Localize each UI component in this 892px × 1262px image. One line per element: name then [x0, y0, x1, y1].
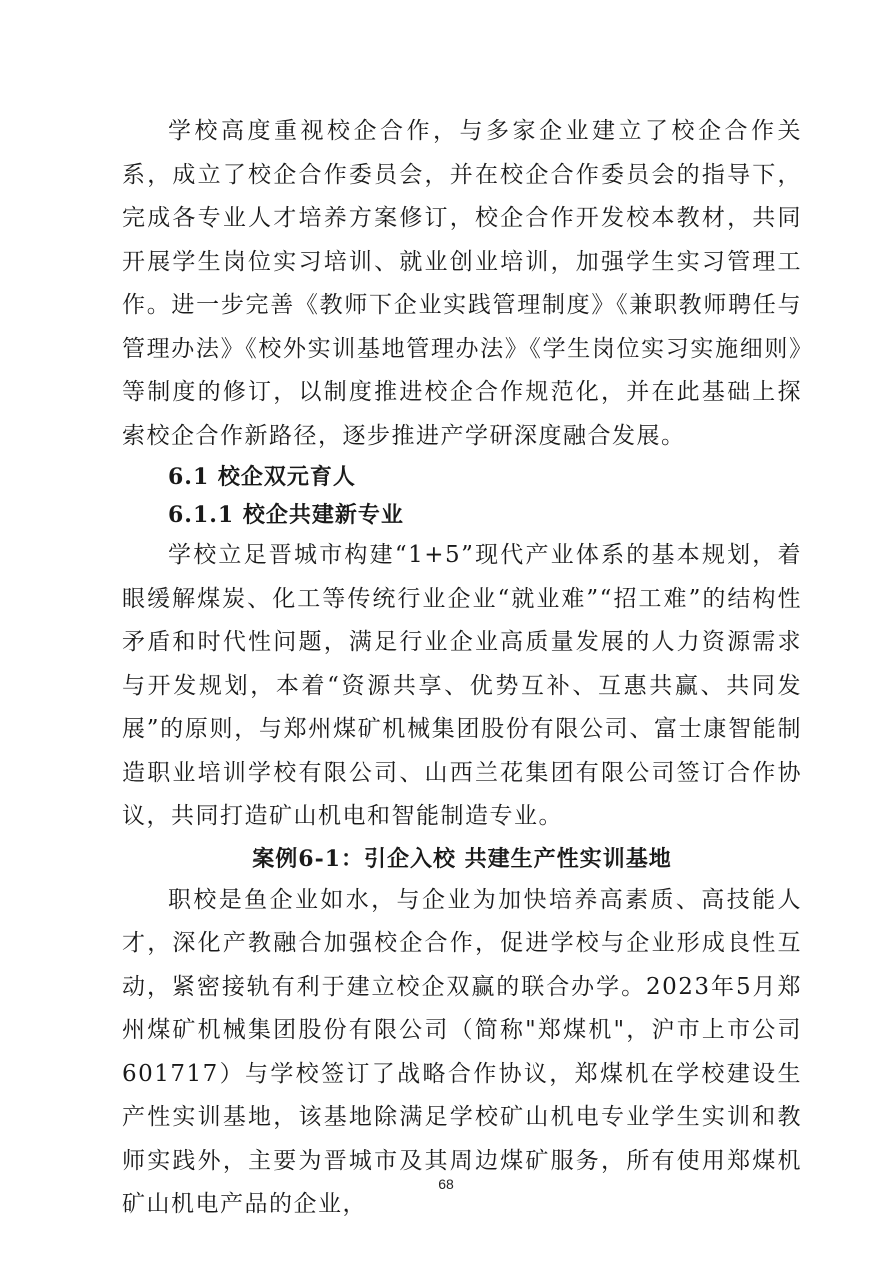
- body-paragraph-3: 职校是鱼企业如水，与企业为加快培养高素质、高技能人才，深化产教融合加强校企合作，促进学校与企业形成良性互动，紧密接轨有利于建立校企双赢的联合办学。2023年5月郑州煤矿机械集团股份有限公司（简称"郑煤机"，沪市上市公司601717）与学校签订了战略合作协议，郑煤机在学校建设生产性实训基地，该基地除满足学校矿山机电专业学生实训和教师实践外，主要为晋城市及其周边煤矿服务，所有使用郑煤机矿山机电产品的企业，: [122, 886, 802, 1217]
- body-paragraph-2: 学校立足晋城市构建“1+5”现代产业体系的基本规划，着眼缓解煤炭、化工等传统行业企业“就业难”“招工难”的结构性矛盾和时代性问题，满足行业企业高质量发展的人力资源需求与开发规划，本着“资源共享、优势互补、互惠共赢、共同发展”的原则，与郑州煤矿机械集团股份有限公司、富士康智能制造职业培训学校有限公司、山西兰花集团有限公司签订合作协议，共同打造矿山机电和智能制造专业。: [122, 542, 802, 829]
- page-number: 68: [438, 1176, 454, 1192]
- subsection-heading-6-1-1: 6.1.1 校企共建新专业: [168, 502, 404, 528]
- case-title: 案例6-1：引企入校 共建生产性实训基地: [252, 845, 672, 872]
- body-paragraph-1: 学校高度重视校企合作，与多家企业建立了校企合作关系，成立了校企合作委员会，并在校企合作委员会的指导下，完成各专业人才培养方案修订，校企合作开发校本教材，共同开展学生岗位实习培训、就业创业培训，加强学生实习管理工作。进一步完善《教师下企业实践管理制度》《兼职教师聘任与管理办法》《校外实训基地管理办法》《学生岗位实习实施细则》等制度的修订，以制度推进校企合作规范化，并在此基础上探索校企合作新路径，逐步推进产学研深度融合发展。: [122, 118, 802, 449]
- section-heading-6-1: 6.1 校企双元育人: [168, 464, 356, 490]
- page-content: [122, 110, 802, 1227]
